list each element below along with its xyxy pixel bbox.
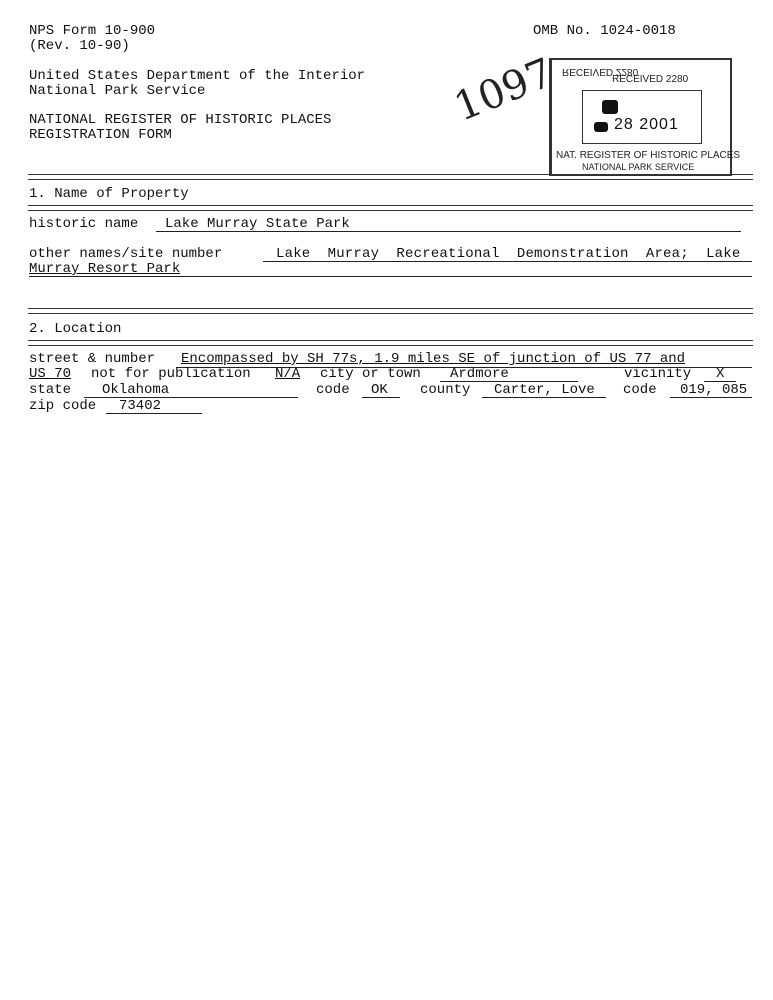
state-code-value: OK — [371, 382, 388, 398]
stamp-received-mirrored: RECEIVED 2280 — [562, 66, 639, 77]
county-label: county — [420, 382, 471, 398]
form-title: REGISTRATION FORM — [29, 127, 172, 143]
stamp-ink-blot — [602, 100, 618, 114]
handwritten-reference-number: 1097 — [448, 49, 560, 131]
zip-code-label: zip code — [29, 398, 97, 414]
register-name: NATIONAL REGISTER OF HISTORIC PLACES — [29, 112, 332, 128]
form-number: NPS Form 10-900 — [29, 23, 156, 39]
vicinity-label: vicinity — [624, 366, 692, 382]
not-for-publication-value: N/A — [275, 366, 301, 382]
other-names-value-line2: Murray Resort Park — [29, 261, 181, 277]
section-separator — [28, 205, 753, 211]
stamp-date: 28 2001 — [614, 116, 679, 133]
received-stamp — [549, 58, 741, 176]
zip-code-line — [106, 413, 202, 414]
section-1-title: 1. Name of Property — [29, 186, 189, 202]
street-number-value-line2: US 70 — [29, 366, 72, 382]
section-separator — [28, 308, 753, 314]
section-separator — [28, 174, 753, 180]
county-code-value: 019, 085 — [680, 382, 748, 398]
street-number-label: street & number — [29, 351, 156, 367]
city-value: Ardmore — [450, 366, 509, 382]
state-value: Oklahoma — [102, 382, 170, 398]
zip-code-value: 73402 — [119, 398, 162, 414]
state-code-label: code — [316, 382, 350, 398]
section-2-title: 2. Location — [29, 321, 122, 337]
stamp-park-service: NATIONAL PARK SERVICE — [582, 162, 695, 172]
county-code-line — [670, 397, 752, 398]
stamp-received: RECEIVED 2280 — [612, 74, 689, 85]
stamp-ink-blot — [594, 122, 608, 132]
section-separator — [28, 340, 753, 346]
vicinity-value: X — [716, 366, 725, 382]
historic-name-label: historic name — [29, 216, 139, 232]
state-code-line — [362, 397, 400, 398]
city-label: city or town — [320, 366, 421, 382]
stamp-nat-register: NAT. REGISTER OF HISTORIC PLACES — [556, 150, 741, 161]
state-label: state — [29, 382, 72, 398]
other-names-value-line1: Lake Murray Recreational Demonstration Area; Lake — [276, 246, 741, 262]
county-code-label: code — [623, 382, 657, 398]
state-line — [84, 397, 298, 398]
omb-number: OMB No. 1024-0018 — [533, 23, 676, 39]
street-number-value-line1: Encompassed by SH 77s, 1.9 miles SE of junction of US 77 and — [181, 351, 686, 367]
not-for-publication-label: not for publication — [91, 366, 251, 382]
historic-name-value: Lake Murray State Park — [165, 216, 350, 232]
other-names-line-2 — [29, 276, 752, 277]
other-names-label: other names/site number — [29, 246, 223, 262]
department-name: United States Department of the Interior — [29, 68, 366, 84]
county-value: Carter, Love — [494, 382, 595, 398]
county-line — [482, 397, 606, 398]
form-revision: (Rev. 10-90) — [29, 38, 130, 54]
service-name: National Park Service — [29, 83, 206, 99]
